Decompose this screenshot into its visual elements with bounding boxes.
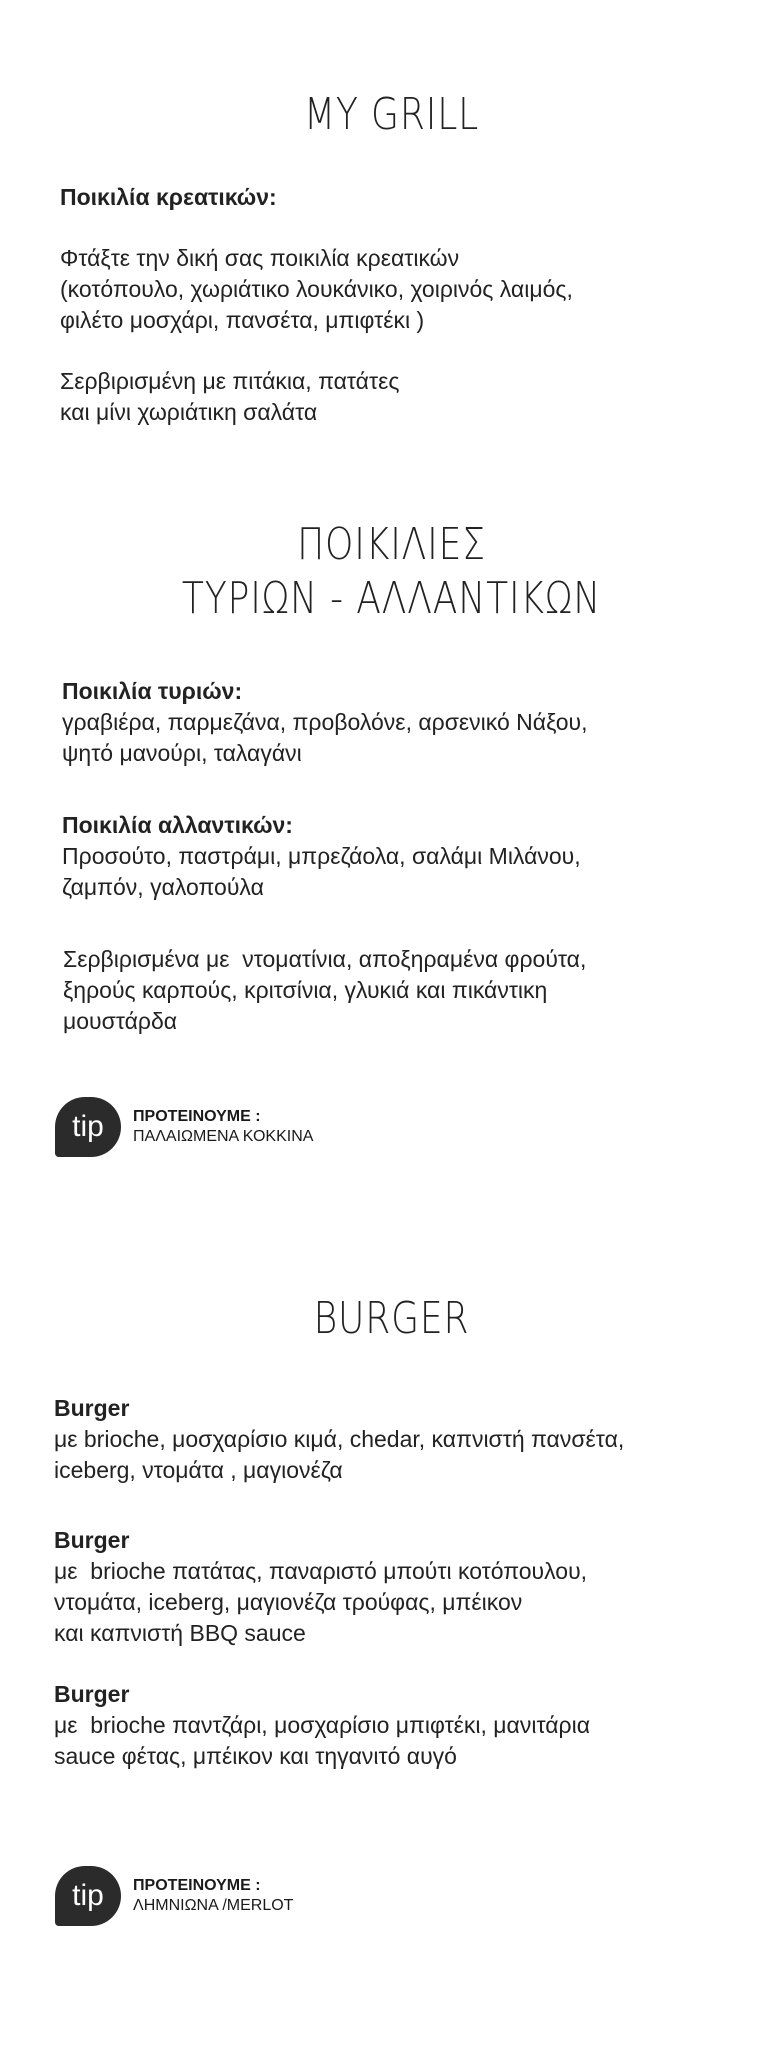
platters-served-line: ξηρούς καρπούς, κριτσίνια, γλυκιά και πικάντικη [63, 977, 548, 1003]
grill-served-line: Σερβιρισμένη με πιτάκια, πατάτες [60, 368, 400, 394]
grill-heading: Ποικιλία κρεατικών: [60, 184, 277, 210]
burger-title: BURGER [313, 1293, 470, 1344]
tip-platters [55, 1097, 313, 1157]
coldcuts-heading: Ποικιλία αλλαντικών: [62, 812, 293, 838]
burger-desc-line: με brioche παντζάρι, μοσχαρίσιο μπιφτέκι, μανιτάρια [54, 1712, 591, 1738]
burger-name: Burger [54, 1395, 130, 1421]
burger-item [54, 1525, 587, 1649]
cheese-line: γραβιέρα, παρμεζάνα, προβολόνε, αρσενικό Νάξου, [62, 709, 588, 735]
grill-served-line: και μίνι χωριάτικη σαλάτα [60, 399, 318, 425]
cheese-line: ψητό μανούρι, ταλαγάνι [62, 740, 302, 766]
burger-desc-line: με brioche, μοσχαρίσιο κιμά, chedar, καπνιστή πανσέτα, [54, 1426, 625, 1452]
platters-served-line: Σερβιρισμένα με ντοματίνια, αποξηραμένα φρούτα, [63, 946, 587, 972]
grill-section [60, 182, 277, 213]
grill-desc-line: Φτάξτε την δική σας ποικιλία κρεατικών [60, 245, 460, 271]
platters-title-line2: ΤΥΡΙΩΝ - ΑΛΛΑΝΤΙΚΩΝ [181, 573, 602, 624]
grill-description [60, 243, 573, 336]
tip-text [133, 1876, 293, 1916]
burger-desc-line: με brioche πατάτας, παναριστό μπούτι κοτόπουλου, [54, 1558, 588, 1584]
tip-heading: ΠΡΟΤΕΙΝΟΥΜΕ : [133, 1877, 261, 1894]
burger-item [54, 1393, 624, 1486]
grill-title: MY GRILL [303, 89, 480, 140]
burger-desc-line: sauce φέτας, μπέικον και τηγανιτό αυγό [54, 1743, 457, 1769]
burger-desc-line: iceberg, ντομάτα , μαγιονέζα [54, 1457, 343, 1483]
burger-item [54, 1679, 590, 1772]
grill-served [60, 366, 399, 428]
tip-badge-icon: tip [55, 1866, 121, 1926]
burger-desc-line: και καπνιστή BBQ sauce [54, 1620, 306, 1646]
burger-name: Burger [54, 1527, 130, 1553]
tip-text [133, 1107, 313, 1147]
coldcuts-section [62, 810, 581, 903]
tip-value: ΠΑΛΑΙΩΜΕΝΑ ΚΟΚΚΙΝΑ [133, 1128, 314, 1145]
burger-name: Burger [54, 1681, 130, 1707]
platters-served [63, 944, 586, 1037]
tip-badge-icon: tip [55, 1097, 121, 1157]
platters-title-line1: ΠΟΙΚΙΛΙΕΣ [297, 519, 486, 570]
tip-heading: ΠΡΟΤΕΙΝΟΥΜΕ : [133, 1108, 261, 1125]
grill-desc-line: (κοτόπουλο, χωριάτικο λουκάνικο, χοιρινός λαιμός, [60, 276, 573, 302]
grill-desc-line: φιλέτο μοσχάρι, πανσέτα, μπιφτέκι ) [60, 307, 425, 333]
cheese-section [62, 676, 588, 769]
burger-desc-line: ντομάτα, iceberg, μαγιονέζα τρούφας, μπέικον [54, 1589, 523, 1615]
platters-served-line: μουστάρδα [63, 1008, 178, 1034]
tip-value: ΛΗΜΝΙΩΝΑ /MERLOT [133, 1897, 294, 1914]
cheese-heading: Ποικιλία τυριών: [62, 678, 243, 704]
tip-burger [55, 1866, 293, 1926]
coldcuts-line: ζαμπόν, γαλοπούλα [62, 874, 264, 900]
coldcuts-line: Προσούτο, παστράμι, μπρεζάολα, σαλάμι Μιλάνου, [62, 843, 581, 869]
